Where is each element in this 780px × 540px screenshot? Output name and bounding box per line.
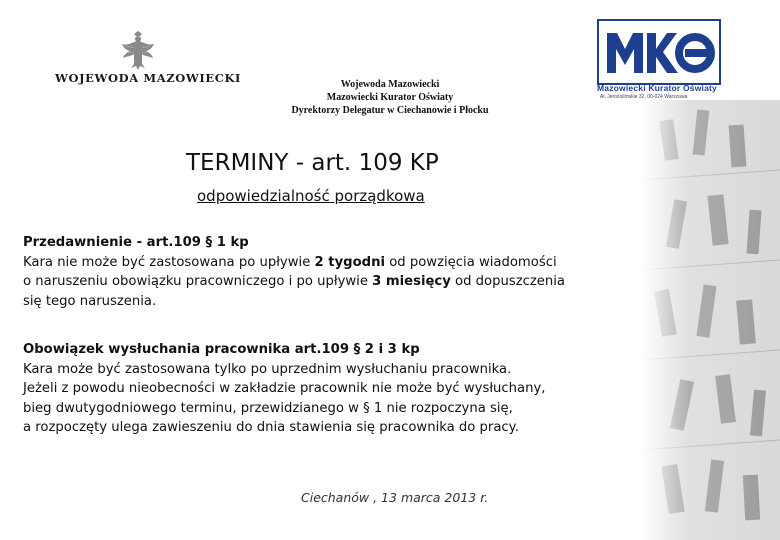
header-center: [270, 78, 510, 117]
page-subtitle: odpowiedzialność porządkowa: [197, 187, 425, 205]
section1-line2-post: od dopuszczenia: [450, 274, 566, 289]
page-title: TERMINY - art. 109 KP: [186, 150, 439, 176]
section1-line-3: się tego naruszenia.: [23, 293, 157, 309]
section1-line2-bold: 3 miesięcy: [372, 274, 451, 289]
section1-line-2: [23, 272, 565, 292]
decorative-wall-photo: [640, 100, 780, 540]
mko-logo-name: Mazowiecki Kurator Oświaty: [597, 83, 717, 93]
polish-eagle-emblem-icon: [118, 30, 158, 72]
header-line-2: Mazowiecki Kurator Oświaty: [326, 92, 454, 103]
section2-line-1: Kara może być zastosowana tylko po uprzednim wysłuchaniu pracownika.: [23, 361, 512, 377]
header-line-3: Dyrektorzy Delegatur w Ciechanowie i Płocku: [291, 105, 489, 116]
section-prescription: [23, 233, 565, 311]
mko-logo-icon: [597, 19, 721, 85]
section1-heading: Przedawnienie - art.109 § 1 kp: [23, 235, 249, 250]
section2-line-3: bieg dwutygodniowego terminu, przewidzianego w § 1 nie rozpoczyna się,: [23, 400, 513, 416]
section-hearing-obligation: [23, 340, 545, 438]
section2-line-4: a rozpoczęty ulega zawieszeniu do dnia stawienia się pracownika do pracy.: [23, 420, 519, 435]
header-line-1: Wojewoda Mazowiecki: [340, 79, 440, 90]
mko-logo-address: Al. Jerozolimskie 32, 00-024 Warszawa: [600, 94, 688, 100]
section2-line-2: Jeżeli z powodu nieobecności w zakładzie pracownik nie może być wysłuchany,: [23, 381, 546, 396]
section1-line1-bold: 2 tygodni: [314, 254, 386, 270]
section1-line-1: [23, 253, 565, 273]
org-name-left: WOJEWODA MAZOWIECKI: [55, 71, 242, 85]
section1-line2-pre: o naruszeniu obowiązku pracowniczego i po upływie: [23, 274, 373, 289]
footer-date: Ciechanów , 13 marca 2013 r.: [301, 490, 489, 505]
section1-line1-post: od powzięcia wiadomości: [385, 254, 557, 270]
section2-heading: Obowiązek wysłuchania pracownika art.109 § 2 i 3 kp: [23, 342, 420, 357]
section1-line1-pre: Kara nie może być zastosowana po upływie: [23, 254, 315, 270]
